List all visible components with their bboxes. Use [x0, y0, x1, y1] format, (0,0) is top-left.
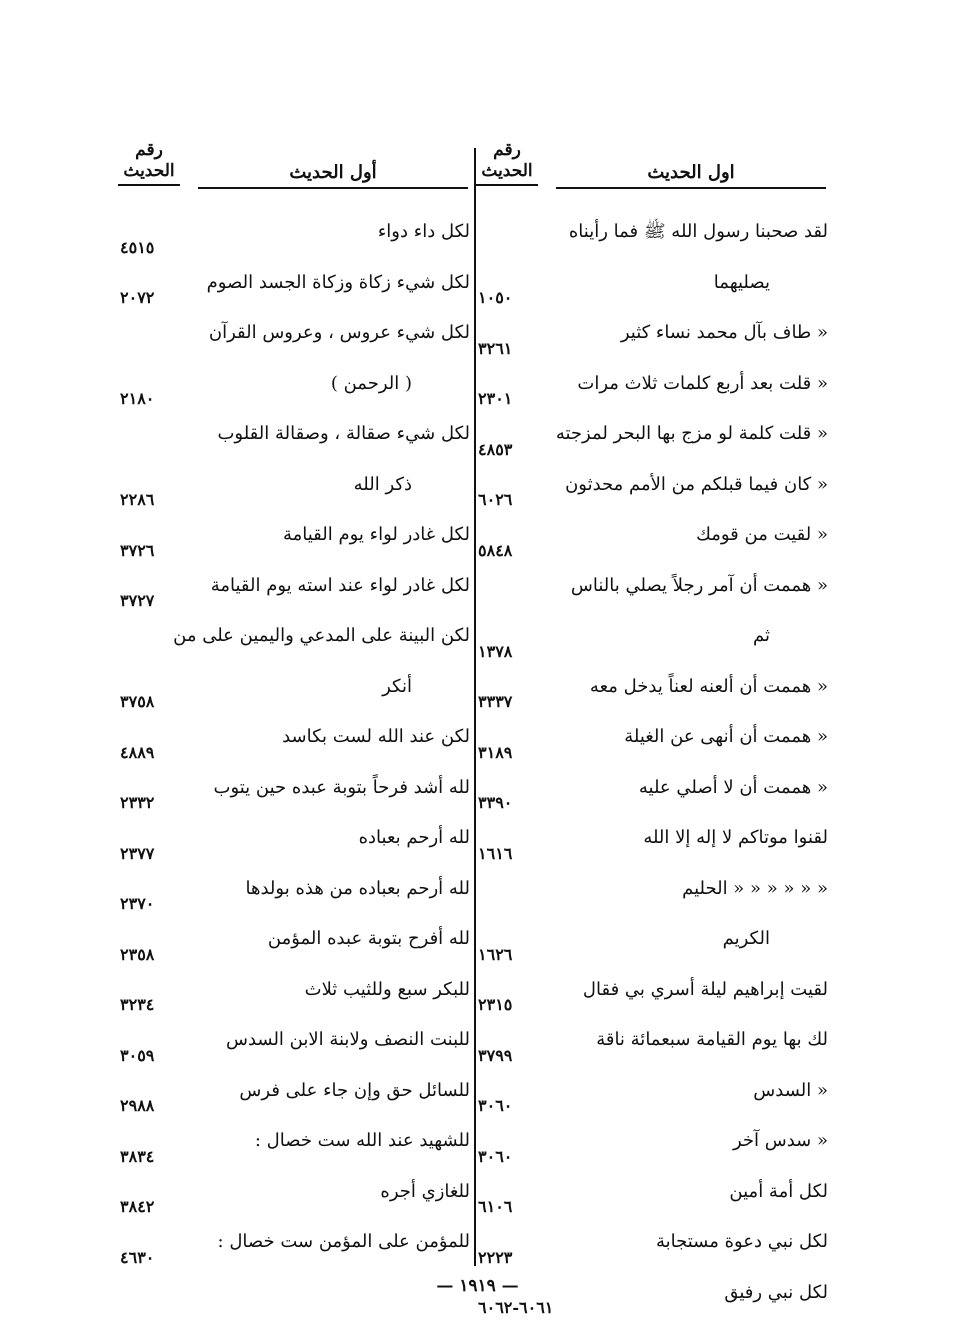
hadith-opening-text: ( الرحمن )	[330, 372, 412, 394]
hadith-opening-text: لله أفرح بتوبة عبده المؤمن	[267, 928, 470, 949]
hadith-number: ٣١٨٩	[478, 742, 513, 762]
hadith-entry	[476, 1121, 832, 1172]
hadith-number: ١٦٢٦	[478, 944, 513, 964]
hadith-opening-text: لكل شيء زكاة وزكاة الجسد الصوم	[206, 271, 470, 293]
hadith-opening-text: لقد صحبنا رسول الله ﷺ فما رأيناه	[568, 221, 828, 242]
hadith-entry	[118, 515, 474, 566]
hadith-opening-text: لكل شيء صقالة ، وصقالة القلوب	[217, 423, 470, 444]
hadith-entry	[476, 515, 832, 566]
right-number-header-line1: رقم	[493, 140, 521, 160]
left-rows	[118, 212, 474, 1273]
hadith-entry	[118, 616, 474, 667]
hadith-entry	[476, 465, 832, 516]
hadith-entry	[118, 768, 474, 819]
hadith-opening-text: للبنت النصف ولابنة الابن السدس	[225, 1029, 470, 1050]
hadith-number: ٢٠٧٢	[120, 288, 155, 307]
hadith-opening-text: « طاف بآل محمد نساء كثير	[620, 322, 828, 343]
hadith-entry	[476, 616, 832, 667]
hadith-opening-text: لله أشد فرحاً بتوبة عبده حين يتوب	[213, 776, 470, 798]
hadith-opening-text: لكل شيء عروس ، وعروس القرآن	[208, 322, 470, 343]
hadith-opening-text: ذكر الله	[353, 473, 412, 495]
hadith-opening-text: لكن البينة على المدعي واليمين على من	[173, 625, 470, 646]
hadith-entry	[118, 970, 474, 1021]
hadith-entry	[476, 1020, 832, 1071]
hadith-entry	[118, 818, 474, 869]
left-number-header-line2: الحديث	[118, 161, 180, 186]
hadith-opening-text: لقيت إبراهيم ليلة أسري بي فقال	[582, 978, 828, 1000]
hadith-number: ٤٥١٥	[120, 237, 155, 257]
hadith-opening-text: لك بها يوم القيامة سبعمائة ناقة	[596, 1029, 828, 1050]
hadith-entry	[476, 970, 832, 1021]
hadith-number: ٣٠٦٠	[478, 1146, 513, 1166]
hadith-entry	[476, 1172, 832, 1223]
left-column	[118, 140, 474, 1267]
hadith-entry	[476, 566, 832, 617]
right-number-header	[476, 140, 538, 186]
hadith-number: ٣٢٣٤	[120, 995, 155, 1014]
hadith-opening-text: لكل نبي رفيق	[724, 1281, 828, 1303]
hadith-opening-text: « « « « « « الحليم	[682, 877, 828, 899]
hadith-number: ٦٠٦١-٦٠٦٢	[478, 1298, 554, 1317]
hadith-opening-text: « قلت كلمة لو مزج بها البحر لمزجته	[555, 423, 828, 444]
hadith-number: ٢٣٥٨	[120, 944, 155, 964]
hadith-number: ٤٨٨٩	[120, 742, 155, 762]
hadith-opening-text: لقنوا موتاكم لا إله إلا الله	[643, 827, 828, 848]
hadith-number: ٥٨٤٨	[478, 540, 513, 560]
hadith-number: ٣٨٤٢	[120, 1197, 155, 1216]
hadith-opening-text: « هممت أن لا أصلي عليه	[638, 776, 828, 798]
hadith-entry	[476, 1071, 832, 1122]
hadith-number: ٤٨٥٣	[478, 439, 513, 459]
hadith-entry	[118, 263, 474, 314]
hadith-opening-text: « هممت أن ألعنه لعناً يدخل معه	[589, 675, 828, 697]
hadith-entry	[476, 869, 832, 920]
hadith-entry	[118, 1071, 474, 1122]
hadith-opening-text: أنكر	[382, 675, 412, 697]
hadith-entry	[476, 414, 832, 465]
hadith-entry	[476, 919, 832, 970]
hadith-opening-text: يصليهما	[713, 271, 770, 293]
hadith-number: ٢٣٧٧	[120, 843, 155, 863]
hadith-entry	[118, 212, 474, 263]
hadith-opening-text: « السدس	[753, 1079, 828, 1101]
hadith-opening-text: للغازي أجره	[380, 1180, 470, 1202]
hadith-entry	[118, 1020, 474, 1071]
hadith-entry	[476, 364, 832, 415]
hadith-entry	[118, 414, 474, 465]
hadith-opening-text: « كان فيما قبلكم من الأمم محدثون	[565, 473, 828, 495]
right-number-header-line2: الحديث	[476, 161, 538, 186]
hadith-number: ١٦١٦	[478, 843, 513, 863]
hadith-opening-text: للمؤمن على المؤمن ست خصال :	[217, 1231, 470, 1252]
hadith-opening-text: « سدس آخر	[732, 1130, 828, 1151]
hadith-opening-text: لكل داء دواء	[377, 221, 470, 242]
hadith-opening-text: لله أرحم بعباده من هذه بولدها	[245, 877, 470, 899]
hadith-opening-text: « هممت أن آمر رجلاً يصلي بالناس	[570, 574, 828, 596]
hadith-number: ٢٩٨٨	[120, 1096, 155, 1115]
hadith-number: ٣٠٦٠	[478, 1096, 513, 1115]
hadith-opening-text: للبكر سبع وللثيب ثلاث	[304, 978, 470, 1000]
hadith-number: ٣٧٢٦	[120, 540, 155, 560]
right-column-header	[476, 140, 832, 202]
hadith-entry	[476, 313, 832, 364]
hadith-opening-text: الكريم	[722, 928, 770, 949]
hadith-number: ٣٧٥٨	[120, 692, 155, 711]
hadith-number: ٣٣٣٧	[478, 692, 513, 711]
hadith-opening-text: لكل غادر لواء يوم القيامة	[282, 524, 470, 545]
left-number-header-line1: رقم	[135, 140, 163, 160]
hadith-number: ٣٠٥٩	[120, 1045, 155, 1065]
hadith-entry	[118, 1121, 474, 1172]
hadith-entry	[118, 919, 474, 970]
left-number-header	[118, 140, 180, 186]
hadith-opening-text: « هممت أن أنهى عن الغيلة	[624, 726, 828, 747]
hadith-opening-text: « لقيت من قومك	[696, 524, 828, 545]
hadith-opening-text: للسائل حق وإن جاء على فرس	[239, 1079, 470, 1101]
hadith-number: ٣٣٩٠	[478, 793, 513, 812]
hadith-entry	[118, 1222, 474, 1273]
hadith-number: ٢٣٠١	[478, 389, 513, 408]
right-title-header: اول الحديث	[556, 162, 826, 189]
hadith-number: ٢٣٣٢	[120, 793, 155, 812]
hadith-entry	[118, 667, 474, 718]
hadith-number: ٢٣١٥	[478, 995, 513, 1014]
hadith-entry	[118, 869, 474, 920]
hadith-opening-text: للشهيد عند الله ست خصال :	[254, 1130, 470, 1151]
hadith-entry	[118, 717, 474, 768]
hadith-number: ٢١٨٠	[120, 389, 155, 408]
hadith-entry	[118, 1172, 474, 1223]
hadith-entry	[118, 465, 474, 516]
left-column-header	[118, 140, 474, 202]
hadith-number: ٤٦٣٠	[120, 1247, 155, 1267]
hadith-number: ١٠٥٠	[478, 288, 513, 307]
hadith-opening-text: ثم	[753, 625, 770, 646]
hadith-entry	[118, 313, 474, 364]
hadith-number: ٢٢٢٣	[478, 1247, 513, 1267]
hadith-entry	[476, 1222, 832, 1273]
hadith-number: ٦٠٢٦	[478, 490, 513, 509]
right-rows	[476, 212, 832, 1323]
hadith-opening-text: لكل أمة أمين	[729, 1180, 828, 1202]
hadith-entry	[476, 263, 832, 314]
hadith-number: ٣٨٣٤	[120, 1146, 155, 1166]
hadith-entry	[476, 768, 832, 819]
left-title-header: أول الحديث	[198, 162, 468, 189]
hadith-entry	[476, 212, 832, 263]
hadith-entry	[476, 818, 832, 869]
hadith-entry	[118, 566, 474, 617]
hadith-entry	[476, 717, 832, 768]
hadith-opening-text: لله أرحم بعباده	[358, 827, 470, 848]
hadith-number: ٦١٠٦	[478, 1197, 513, 1216]
hadith-number: ٣٧٩٩	[478, 1045, 513, 1065]
hadith-number: ٣٧٢٧	[120, 591, 155, 610]
hadith-number: ٣٢٦١	[478, 338, 513, 358]
page-number: — ١٩١٩ —	[436, 1276, 519, 1296]
hadith-entry	[118, 364, 474, 415]
hadith-opening-text: لكل نبي دعوة مستجابة	[655, 1231, 828, 1252]
hadith-entry	[476, 667, 832, 718]
hadith-number: ٢٢٨٦	[120, 490, 155, 509]
hadith-number: ١٣٧٨	[478, 641, 513, 661]
hadith-number: ٢٣٧٠	[120, 894, 155, 913]
hadith-opening-text: لكل غادر لواء عند استه يوم القيامة	[210, 574, 470, 596]
hadith-opening-text: لكن عند الله لست بكاسد	[282, 726, 470, 747]
hadith-opening-text: « قلت بعد أربع كلمات ثلاث مرات	[577, 372, 828, 394]
column-divider	[474, 148, 476, 1266]
